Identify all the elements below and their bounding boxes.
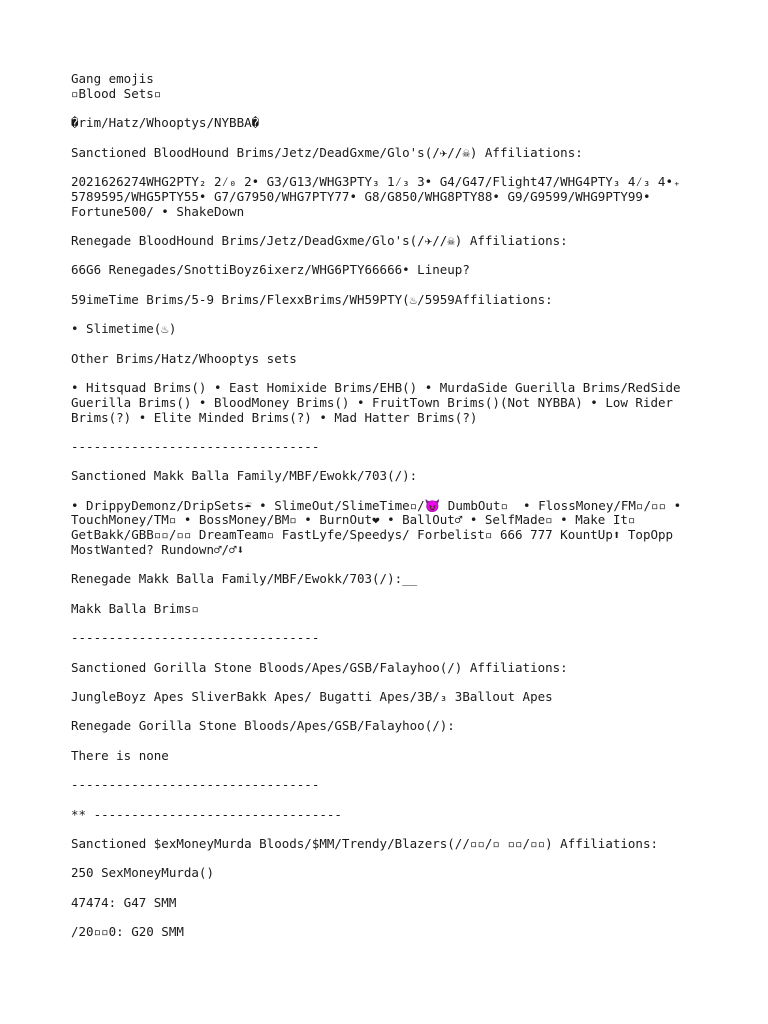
- spacer: [71, 308, 696, 323]
- sanctioned-gorilla-heading: Sanctioned Gorilla Stone Bloods/Apes/GSB/Falayhoo(/) Affiliations:: [71, 659, 568, 675]
- spacer: [71, 617, 696, 632]
- renegade-gorilla-note: There is none: [71, 747, 169, 763]
- spacer: [71, 455, 696, 470]
- document-title: Gang emojis: [71, 71, 154, 86]
- sanctioned-makk-list: • DrippyDemonz/DripSets☔ • SlimeOut/SlimeTime▫/😈 DumbOut▫ • FlossMoney/FM▫/▫▫ • TouchMoney/TM▫ • BossMoney/BM▫ • BurnOut❤ • BallOut♂ • SelfMade▫ • Make It▫ GetBakk/GBB▫▫/▫▫ DreamTeam▫ FastLyfe/Speedys/ Forbelist▫ 666 777 KountUp⬆ TopOpp MostWanted? Rundown♂/♂⬇: [71, 497, 689, 558]
- spacer: [71, 734, 696, 749]
- smm-250: 250 SexMoneyMurda(): [71, 865, 214, 881]
- slimetime-list: • Slimetime(♨): [71, 321, 177, 337]
- smm-20: /20▫▫0: G20 SMM: [71, 924, 184, 940]
- brim-heading: �rim/Hatz/Whooptys/NYBBA�: [71, 115, 260, 131]
- smm-47: 47474: G47 SMM: [71, 894, 177, 910]
- sanctioned-gorilla-list: JungleBoyz Apes SliverBakk Apes/ Bugatti Apes/3B/₃ 3Ballout Apes: [71, 689, 553, 705]
- divider-starred: ** ---------------------------------: [71, 806, 342, 822]
- spacer: [71, 337, 696, 352]
- sanctioned-smm-heading: Sanctioned $exMoneyMurda Bloods/$MM/Trendy/Blazers(//▫▫/▫ ▫▫/▫▫) Affiliations:: [71, 835, 658, 851]
- other-brims-list: • Hitsquad Brims() • East Homixide Brims/EHB() • MurdaSide Guerilla Brims/RedSide Guerilla Brims() • BloodMoney Brims() • FruitTown Brims()(Not NYBBA) • Low Rider Brims(?) • Elite Minded Brims(?) • Mad Hatter Brims(?): [71, 379, 689, 425]
- spacer: [71, 793, 696, 808]
- spacer: [71, 911, 696, 926]
- makk-brims: Makk Balla Brims▫: [71, 600, 199, 616]
- spacer: [71, 102, 696, 117]
- spacer: [71, 425, 696, 440]
- sanctioned-makk-heading: Sanctioned Makk Balla Family/MBF/Ewokk/703(/):: [71, 468, 418, 484]
- spacer: [71, 705, 696, 720]
- renegade-bloodhound-heading: Renegade BloodHound Brims/Jetz/DeadGxme/Glo's(/✈//☠) Affiliations:: [71, 232, 568, 248]
- spacer: [71, 484, 696, 499]
- sanctioned-bloodhound-heading: Sanctioned BloodHound Brims/Jetz/DeadGxme/Glo's(/✈//☠) Affiliations:: [71, 144, 583, 160]
- spacer: [71, 278, 696, 293]
- spacer: [71, 822, 696, 837]
- renegade-makk-heading: Renegade Makk Balla Family/MBF/Ewokk/703(/):__: [71, 571, 418, 587]
- spacer: [71, 852, 696, 867]
- renegade-gorilla-heading: Renegade Gorilla Stone Bloods/Apes/GSB/Falayhoo(/):: [71, 718, 455, 734]
- spacer: [71, 675, 696, 690]
- spacer: [71, 646, 696, 661]
- blood-sets-heading: ▫Blood Sets▫: [71, 85, 162, 101]
- spacer: [71, 587, 696, 602]
- spacer: [71, 764, 696, 779]
- other-brims-heading: Other Brims/Hatz/Whooptys sets: [71, 350, 297, 366]
- spacer: [71, 131, 696, 146]
- divider: ---------------------------------: [71, 630, 320, 646]
- spacer: [71, 558, 696, 573]
- spacer: [71, 881, 696, 896]
- divider: ---------------------------------: [71, 438, 320, 454]
- slimetime-heading: 59imeTime Brims/5-9 Brims/FlexxBrims/WH59PTY(♨/5959Affiliations:: [71, 291, 553, 307]
- document-page: [71, 72, 696, 940]
- spacer: [71, 366, 696, 381]
- divider: ---------------------------------: [71, 777, 320, 793]
- renegade-bloodhound-list: 66G6 Renegades/SnottiBoyz6ixerz/WHG6PTY66666• Lineup?: [71, 262, 470, 278]
- spacer: [71, 249, 696, 264]
- spacer: [71, 219, 696, 234]
- spacer: [71, 160, 696, 175]
- sanctioned-bloodhound-list: 2021626274WHG2PTY₂ 2⁄₀ 2• G3/G13/WHG3PTY₃ 1⁄₃ 3• G4/G47/Flight47/WHG4PTY₃ 4⁄₃ 4•₊ 5789595/WHG5PTY55• G7/G7950/WHG7PTY77• G8/G850/WHG8PTY88• G9/G9599/WHG9PTY99• Fortune500/ • ShakeDown: [71, 173, 689, 219]
